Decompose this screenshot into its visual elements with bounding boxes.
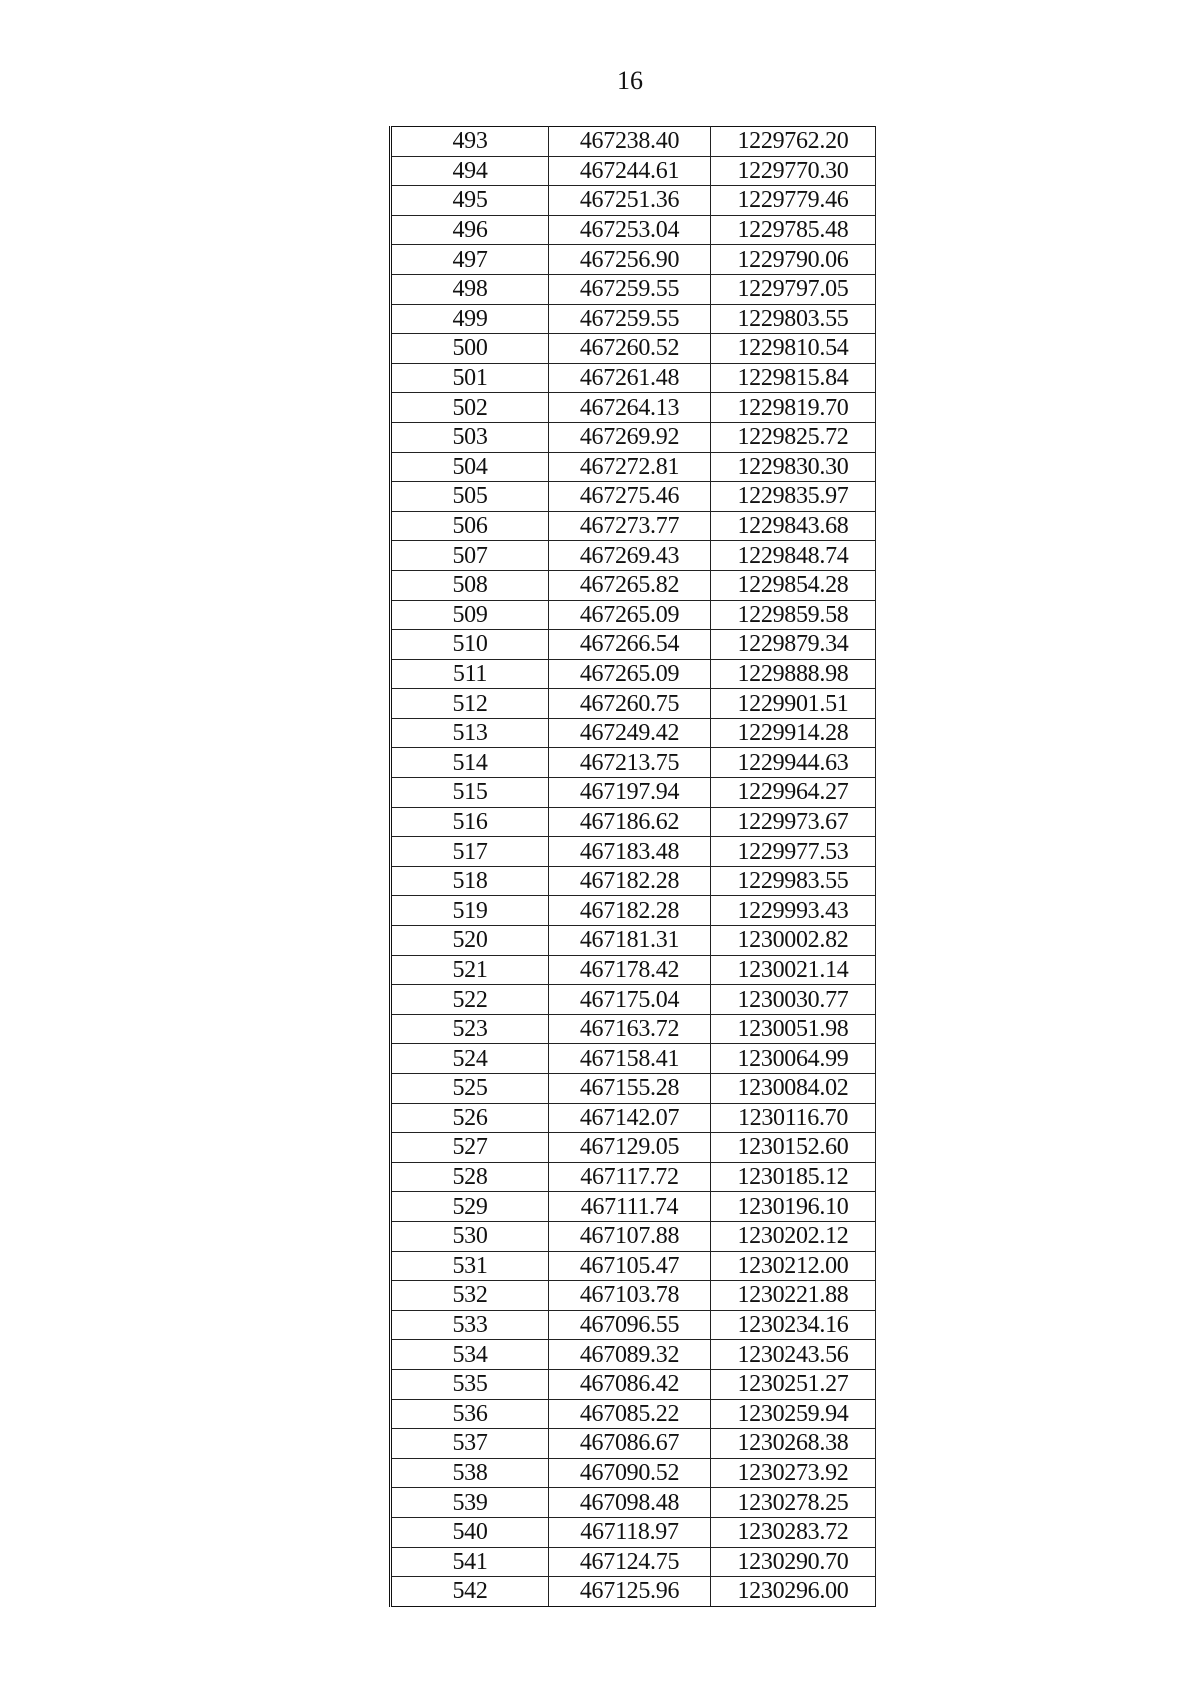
point-number-cell: 522 <box>391 985 549 1015</box>
table-row <box>391 1014 876 1044</box>
point-number-cell: 532 <box>391 1281 549 1311</box>
y-coordinate-cell: 1229785.48 <box>711 215 876 245</box>
x-coordinate-cell: 467259.55 <box>549 304 711 334</box>
y-coordinate-cell: 1229879.34 <box>711 630 876 660</box>
point-number-cell: 502 <box>391 393 549 423</box>
y-coordinate-cell: 1230002.82 <box>711 926 876 956</box>
x-coordinate-cell: 467107.88 <box>549 1221 711 1251</box>
x-coordinate-cell: 467275.46 <box>549 482 711 512</box>
point-number-cell: 503 <box>391 422 549 452</box>
point-number-cell: 499 <box>391 304 549 334</box>
point-number-cell: 516 <box>391 807 549 837</box>
y-coordinate-cell: 1229803.55 <box>711 304 876 334</box>
y-coordinate-cell: 1229830.30 <box>711 452 876 482</box>
x-coordinate-cell: 467273.77 <box>549 511 711 541</box>
x-coordinate-cell: 467182.28 <box>549 866 711 896</box>
x-coordinate-cell: 467142.07 <box>549 1103 711 1133</box>
x-coordinate-cell: 467265.09 <box>549 600 711 630</box>
table-row <box>391 630 876 660</box>
x-coordinate-cell: 467251.36 <box>549 186 711 216</box>
table-row <box>391 1399 876 1429</box>
y-coordinate-cell: 1229914.28 <box>711 718 876 748</box>
point-number-cell: 509 <box>391 600 549 630</box>
point-number-cell: 495 <box>391 186 549 216</box>
point-number-cell: 523 <box>391 1014 549 1044</box>
table-row <box>391 452 876 482</box>
y-coordinate-cell: 1230234.16 <box>711 1310 876 1340</box>
point-number-cell: 517 <box>391 837 549 867</box>
x-coordinate-cell: 467261.48 <box>549 363 711 393</box>
y-coordinate-cell: 1229977.53 <box>711 837 876 867</box>
point-number-cell: 535 <box>391 1369 549 1399</box>
x-coordinate-cell: 467085.22 <box>549 1399 711 1429</box>
x-coordinate-cell: 467265.82 <box>549 570 711 600</box>
point-number-cell: 511 <box>391 659 549 689</box>
table-row <box>391 215 876 245</box>
table-row <box>391 896 876 926</box>
table-row <box>391 422 876 452</box>
table-row <box>391 778 876 808</box>
page-number: 16 <box>617 66 643 95</box>
y-coordinate-cell: 1229762.20 <box>711 127 876 157</box>
point-number-cell: 498 <box>391 274 549 304</box>
point-number-cell: 506 <box>391 511 549 541</box>
y-coordinate-cell: 1229901.51 <box>711 689 876 719</box>
x-coordinate-cell: 467260.75 <box>549 689 711 719</box>
table-row <box>391 363 876 393</box>
table-row <box>391 304 876 334</box>
table-row <box>391 541 876 571</box>
point-number-cell: 508 <box>391 570 549 600</box>
y-coordinate-cell: 1229790.06 <box>711 245 876 275</box>
table-row <box>391 1074 876 1104</box>
table-row <box>391 482 876 512</box>
point-number-cell: 542 <box>391 1577 549 1607</box>
x-coordinate-cell: 467249.42 <box>549 718 711 748</box>
y-coordinate-cell: 1229835.97 <box>711 482 876 512</box>
y-coordinate-cell: 1230116.70 <box>711 1103 876 1133</box>
y-coordinate-cell: 1230273.92 <box>711 1458 876 1488</box>
point-number-cell: 541 <box>391 1547 549 1577</box>
point-number-cell: 530 <box>391 1221 549 1251</box>
x-coordinate-cell: 467096.55 <box>549 1310 711 1340</box>
x-coordinate-cell: 467265.09 <box>549 659 711 689</box>
table-row <box>391 1547 876 1577</box>
point-number-cell: 494 <box>391 156 549 186</box>
x-coordinate-cell: 467155.28 <box>549 1074 711 1104</box>
x-coordinate-cell: 467244.61 <box>549 156 711 186</box>
y-coordinate-cell: 1230290.70 <box>711 1547 876 1577</box>
y-coordinate-cell: 1230283.72 <box>711 1517 876 1547</box>
y-coordinate-cell: 1230196.10 <box>711 1192 876 1222</box>
y-coordinate-cell: 1230030.77 <box>711 985 876 1015</box>
point-number-cell: 520 <box>391 926 549 956</box>
point-number-cell: 529 <box>391 1192 549 1222</box>
table-row <box>391 570 876 600</box>
table-row <box>391 985 876 1015</box>
table-row <box>391 1221 876 1251</box>
table-row <box>391 1192 876 1222</box>
y-coordinate-cell: 1230243.56 <box>711 1340 876 1370</box>
table-row <box>391 1281 876 1311</box>
table-row <box>391 1310 876 1340</box>
table-row <box>391 1162 876 1192</box>
x-coordinate-cell: 467086.67 <box>549 1429 711 1459</box>
x-coordinate-cell: 467103.78 <box>549 1281 711 1311</box>
y-coordinate-cell: 1230212.00 <box>711 1251 876 1281</box>
x-coordinate-cell: 467269.92 <box>549 422 711 452</box>
table-row <box>391 1488 876 1518</box>
x-coordinate-cell: 467264.13 <box>549 393 711 423</box>
point-number-cell: 539 <box>391 1488 549 1518</box>
y-coordinate-cell: 1230268.38 <box>711 1429 876 1459</box>
point-number-cell: 493 <box>391 127 549 157</box>
y-coordinate-cell: 1229854.28 <box>711 570 876 600</box>
x-coordinate-cell: 467086.42 <box>549 1369 711 1399</box>
x-coordinate-cell: 467178.42 <box>549 955 711 985</box>
y-coordinate-cell: 1230084.02 <box>711 1074 876 1104</box>
table-row <box>391 334 876 364</box>
x-coordinate-cell: 467269.43 <box>549 541 711 571</box>
point-number-cell: 507 <box>391 541 549 571</box>
point-number-cell: 512 <box>391 689 549 719</box>
y-coordinate-cell: 1229815.84 <box>711 363 876 393</box>
point-number-cell: 496 <box>391 215 549 245</box>
point-number-cell: 536 <box>391 1399 549 1429</box>
point-number-cell: 526 <box>391 1103 549 1133</box>
point-number-cell: 528 <box>391 1162 549 1192</box>
y-coordinate-cell: 1229825.72 <box>711 422 876 452</box>
table-row <box>391 1103 876 1133</box>
y-coordinate-cell: 1229993.43 <box>711 896 876 926</box>
table-row <box>391 511 876 541</box>
table-row <box>391 807 876 837</box>
table-row <box>391 1133 876 1163</box>
x-coordinate-cell: 467089.32 <box>549 1340 711 1370</box>
x-coordinate-cell: 467163.72 <box>549 1014 711 1044</box>
coordinate-table-body <box>391 127 876 1607</box>
y-coordinate-cell: 1230278.25 <box>711 1488 876 1518</box>
table-row <box>391 1369 876 1399</box>
y-coordinate-cell: 1230021.14 <box>711 955 876 985</box>
y-coordinate-cell: 1230202.12 <box>711 1221 876 1251</box>
point-number-cell: 538 <box>391 1458 549 1488</box>
x-coordinate-cell: 467266.54 <box>549 630 711 660</box>
x-coordinate-cell: 467181.31 <box>549 926 711 956</box>
table-row <box>391 1517 876 1547</box>
x-coordinate-cell: 467259.55 <box>549 274 711 304</box>
table-row <box>391 1251 876 1281</box>
y-coordinate-cell: 1230064.99 <box>711 1044 876 1074</box>
point-number-cell: 524 <box>391 1044 549 1074</box>
table-row <box>391 748 876 778</box>
table-row <box>391 689 876 719</box>
x-coordinate-cell: 467129.05 <box>549 1133 711 1163</box>
point-number-cell: 500 <box>391 334 549 364</box>
y-coordinate-cell: 1230152.60 <box>711 1133 876 1163</box>
table-row <box>391 718 876 748</box>
point-number-cell: 527 <box>391 1133 549 1163</box>
point-number-cell: 533 <box>391 1310 549 1340</box>
y-coordinate-cell: 1230296.00 <box>711 1577 876 1607</box>
point-number-cell: 537 <box>391 1429 549 1459</box>
point-number-cell: 519 <box>391 896 549 926</box>
table-row <box>391 127 876 157</box>
point-number-cell: 497 <box>391 245 549 275</box>
point-number-cell: 504 <box>391 452 549 482</box>
x-coordinate-cell: 467253.04 <box>549 215 711 245</box>
table-row <box>391 866 876 896</box>
x-coordinate-cell: 467124.75 <box>549 1547 711 1577</box>
x-coordinate-cell: 467158.41 <box>549 1044 711 1074</box>
point-number-cell: 505 <box>391 482 549 512</box>
x-coordinate-cell: 467186.62 <box>549 807 711 837</box>
table-row <box>391 1044 876 1074</box>
y-coordinate-cell: 1229888.98 <box>711 659 876 689</box>
y-coordinate-cell: 1229859.58 <box>711 600 876 630</box>
x-coordinate-cell: 467272.81 <box>549 452 711 482</box>
y-coordinate-cell: 1229810.54 <box>711 334 876 364</box>
x-coordinate-cell: 467117.72 <box>549 1162 711 1192</box>
point-number-cell: 510 <box>391 630 549 660</box>
table-row <box>391 186 876 216</box>
y-coordinate-cell: 1230185.12 <box>711 1162 876 1192</box>
table-row <box>391 1458 876 1488</box>
point-number-cell: 540 <box>391 1517 549 1547</box>
x-coordinate-cell: 467118.97 <box>549 1517 711 1547</box>
x-coordinate-cell: 467175.04 <box>549 985 711 1015</box>
y-coordinate-cell: 1229770.30 <box>711 156 876 186</box>
y-coordinate-cell: 1229848.74 <box>711 541 876 571</box>
x-coordinate-cell: 467260.52 <box>549 334 711 364</box>
y-coordinate-cell: 1230251.27 <box>711 1369 876 1399</box>
y-coordinate-cell: 1229983.55 <box>711 866 876 896</box>
y-coordinate-cell: 1230051.98 <box>711 1014 876 1044</box>
table-row <box>391 1577 876 1607</box>
point-number-cell: 521 <box>391 955 549 985</box>
point-number-cell: 534 <box>391 1340 549 1370</box>
table-row <box>391 1429 876 1459</box>
x-coordinate-cell: 467090.52 <box>549 1458 711 1488</box>
y-coordinate-cell: 1229797.05 <box>711 274 876 304</box>
y-coordinate-cell: 1230221.88 <box>711 1281 876 1311</box>
table-row <box>391 955 876 985</box>
table-row <box>391 393 876 423</box>
table-row <box>391 274 876 304</box>
table-row <box>391 1340 876 1370</box>
x-coordinate-cell: 467256.90 <box>549 245 711 275</box>
coordinate-table <box>389 126 876 1607</box>
x-coordinate-cell: 467125.96 <box>549 1577 711 1607</box>
x-coordinate-cell: 467213.75 <box>549 748 711 778</box>
x-coordinate-cell: 467098.48 <box>549 1488 711 1518</box>
x-coordinate-cell: 467197.94 <box>549 778 711 808</box>
point-number-cell: 531 <box>391 1251 549 1281</box>
y-coordinate-cell: 1229819.70 <box>711 393 876 423</box>
table-row <box>391 926 876 956</box>
point-number-cell: 514 <box>391 748 549 778</box>
y-coordinate-cell: 1229944.63 <box>711 748 876 778</box>
y-coordinate-cell: 1230259.94 <box>711 1399 876 1429</box>
x-coordinate-cell: 467183.48 <box>549 837 711 867</box>
point-number-cell: 513 <box>391 718 549 748</box>
x-coordinate-cell: 467105.47 <box>549 1251 711 1281</box>
x-coordinate-cell: 467182.28 <box>549 896 711 926</box>
point-number-cell: 518 <box>391 866 549 896</box>
y-coordinate-cell: 1229964.27 <box>711 778 876 808</box>
table-row <box>391 600 876 630</box>
x-coordinate-cell: 467238.40 <box>549 127 711 157</box>
y-coordinate-cell: 1229779.46 <box>711 186 876 216</box>
x-coordinate-cell: 467111.74 <box>549 1192 711 1222</box>
table-row <box>391 659 876 689</box>
point-number-cell: 501 <box>391 363 549 393</box>
y-coordinate-cell: 1229973.67 <box>711 807 876 837</box>
table-row <box>391 156 876 186</box>
point-number-cell: 515 <box>391 778 549 808</box>
table-row <box>391 245 876 275</box>
y-coordinate-cell: 1229843.68 <box>711 511 876 541</box>
table-row <box>391 837 876 867</box>
point-number-cell: 525 <box>391 1074 549 1104</box>
